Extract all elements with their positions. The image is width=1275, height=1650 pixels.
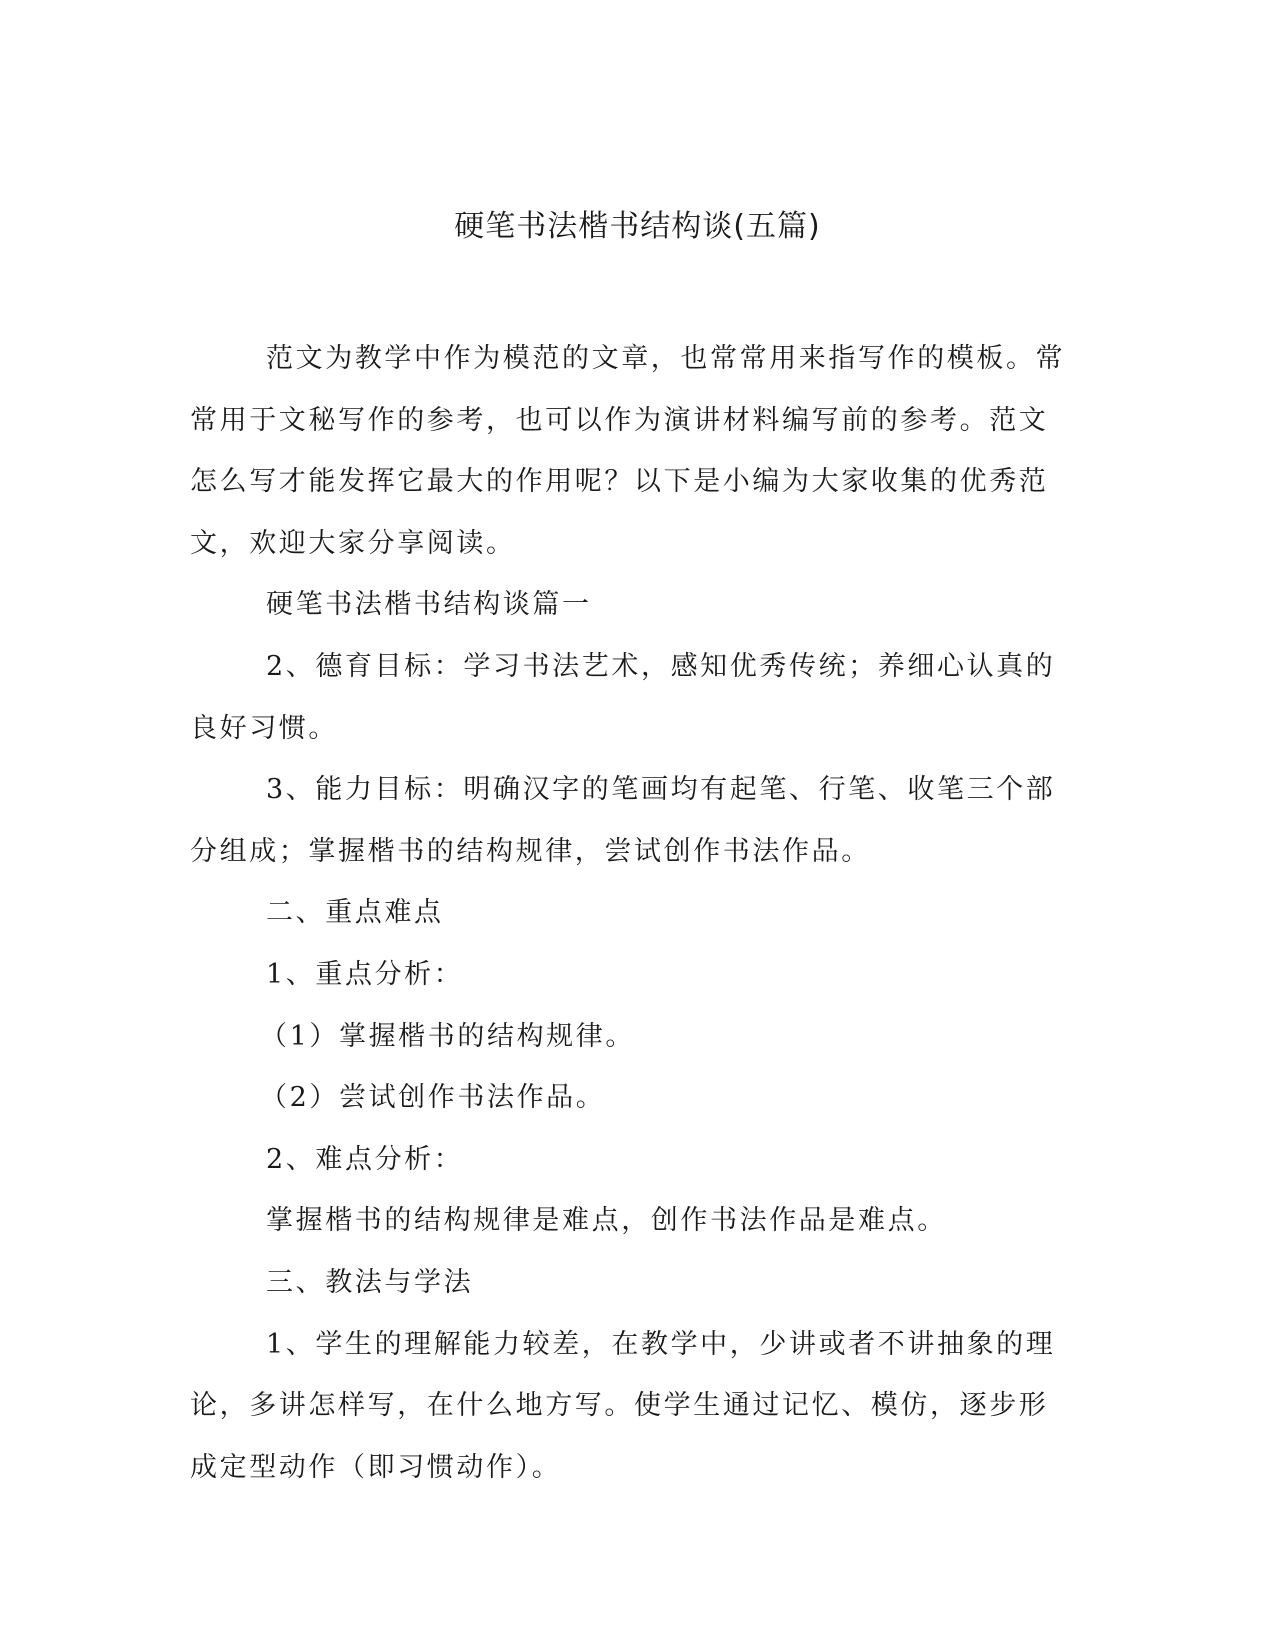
list-item: （1）掌握楷书的结构规律。: [260, 1020, 635, 1052]
body-paragraph: 2、德育目标：学习书法艺术，感知优秀传统；养细心认真的良好习惯。: [190, 650, 1056, 744]
subsection-heading: 2、难点分析：: [266, 1143, 464, 1175]
document-title: 硬笔书法楷书结构谈(五篇): [454, 209, 821, 244]
body-paragraph: 3、能力目标：明确汉字的笔画均有起笔、行笔、收笔三个部分组成；掌握楷书的结构规律，尝试创作书法作品。: [190, 774, 1056, 867]
document-body: [190, 328, 1070, 1498]
intro-paragraph: 范文为教学中作为模范的文章，也常常用来指写作的模板。常常用于文秘写作的参考，也可以作为演讲材料编写前的参考。范文怎么写才能发挥它最大的作用呢？以下是小编为大家收集的优秀范文，欢迎大家分享阅读。: [190, 343, 1066, 559]
body-paragraph: 1、学生的理解能力较差，在教学中，少讲或者不讲抽象的理论，多讲怎样写，在什么地方写。使学生通过记忆、模仿，逐步形成定型动作（即习惯动作）。: [190, 1328, 1056, 1483]
section-heading: 三、教法与学法: [266, 1266, 474, 1298]
body-paragraph: 掌握楷书的结构规律是难点，创作书法作品是难点。: [266, 1205, 947, 1237]
list-item: （2）尝试创作书法作品。: [260, 1082, 606, 1114]
subsection-heading: 1、重点分析：: [266, 958, 464, 990]
section-heading: 二、重点难点: [266, 897, 444, 929]
section-heading: 硬笔书法楷书结构谈篇一: [266, 589, 592, 621]
